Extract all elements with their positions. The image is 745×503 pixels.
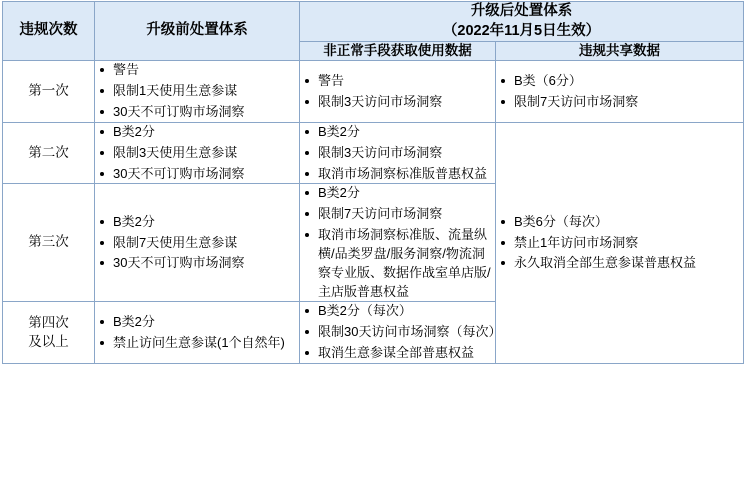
list-item: B类2分 xyxy=(316,123,495,142)
list-item: B类2分 xyxy=(316,184,495,203)
list-item: 禁止1年访问市场洞察 xyxy=(512,234,743,253)
list-item: 限制30天访问市场洞察（每次） xyxy=(316,323,495,342)
row-label-fourth-line2: 及以上 xyxy=(28,333,69,349)
cell-before-fourth xyxy=(95,302,300,364)
table-row xyxy=(3,122,744,184)
bullet-list xyxy=(95,123,299,184)
list-item: B类2分 xyxy=(111,213,299,232)
bullet-list xyxy=(496,213,743,274)
table-header-row-top xyxy=(3,2,744,42)
bullet-list xyxy=(300,302,502,363)
list-item: B类2分 xyxy=(111,313,299,332)
row-label-second: 第二次 xyxy=(3,122,95,184)
list-item: B类2分（每次） xyxy=(316,302,495,321)
bullet-list xyxy=(496,72,743,112)
list-item: 限制7天使用生意参谋 xyxy=(111,234,299,253)
table-row xyxy=(3,61,744,123)
list-item: 限制7天访问市场洞察 xyxy=(316,205,495,224)
list-item: 取消生意参谋全部普惠权益 xyxy=(316,344,495,363)
list-item: 取消市场洞察标准版普惠权益 xyxy=(316,165,495,184)
row-label-fourth-line1: 第四次 xyxy=(28,314,69,330)
cell-before-second xyxy=(95,122,300,184)
bullet-list xyxy=(95,313,299,353)
row-label-first: 第一次 xyxy=(3,61,95,123)
cell-before-first xyxy=(95,61,300,123)
bullet-list xyxy=(95,61,299,122)
list-item: B类6分（每次） xyxy=(512,213,743,232)
bullet-list xyxy=(300,72,495,112)
bullet-list xyxy=(300,184,495,301)
header-before-upgrade: 升级前处置体系 xyxy=(95,2,300,61)
cell-abnormal-first xyxy=(300,61,496,123)
list-item: 限制1天使用生意参谋 xyxy=(111,82,299,101)
list-item: 30天不可订购市场洞察 xyxy=(111,254,299,273)
bullet-list xyxy=(300,123,495,184)
cell-before-third xyxy=(95,184,300,302)
cell-abnormal-third xyxy=(300,184,496,302)
list-item: 限制3天访问市场洞察 xyxy=(316,144,495,163)
list-item: 限制3天访问市场洞察 xyxy=(316,93,495,112)
row-label-third: 第三次 xyxy=(3,184,95,302)
list-item: 禁止访问生意参谋(1个自然年) xyxy=(111,334,299,353)
cell-abnormal-second xyxy=(300,122,496,184)
policy-table-container xyxy=(0,1,745,503)
header-abnormal-data-access: 非正常手段获取使用数据 xyxy=(300,42,496,61)
list-item: 30天不可订购市场洞察 xyxy=(111,165,299,184)
header-after-upgrade-group xyxy=(300,2,744,42)
cell-abnormal-fourth xyxy=(300,302,502,364)
list-item: 警告 xyxy=(111,61,299,80)
bullet-list xyxy=(95,213,299,274)
header-illegal-data-sharing: 违规共享数据 xyxy=(496,42,744,61)
violation-policy-table xyxy=(2,1,744,364)
list-item: 永久取消全部生意参谋普惠权益 xyxy=(512,254,743,273)
list-item: 30天不可订购市场洞察 xyxy=(111,103,299,122)
cell-sharing-first xyxy=(496,61,744,123)
header-after-upgrade-line2: （2022年11月5日生效） xyxy=(442,22,601,39)
list-item: 取消市场洞察标准版、流量纵横/品类罗盘/服务洞察/物流洞察专业版、数据作战室单店版/主店版普惠权益 xyxy=(316,226,495,301)
header-violation-count: 违规次数 xyxy=(3,2,95,61)
list-item: B类（6分） xyxy=(512,72,743,91)
list-item: 限制7天访问市场洞察 xyxy=(512,93,743,112)
list-item: 限制3天使用生意参谋 xyxy=(111,144,299,163)
list-item: B类2分 xyxy=(111,123,299,142)
cell-sharing-merged xyxy=(496,122,744,363)
list-item: 警告 xyxy=(316,72,495,91)
header-after-upgrade-line1: 升级后处置体系 xyxy=(470,3,573,19)
row-label-fourth xyxy=(3,302,95,364)
